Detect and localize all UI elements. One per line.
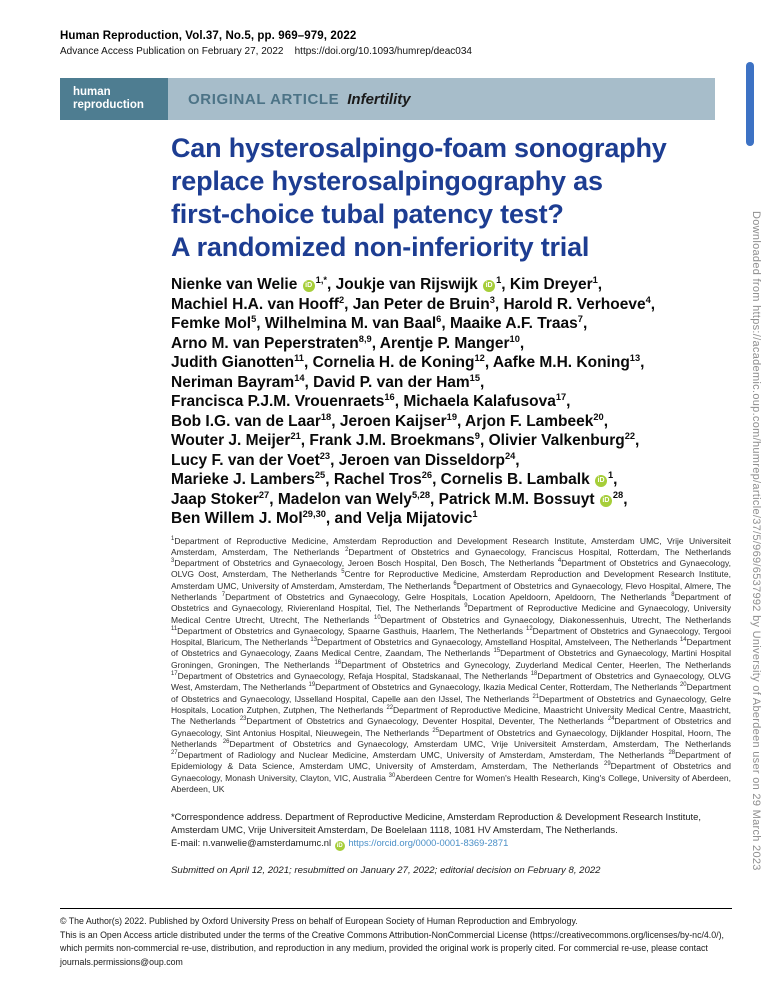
article-banner <box>60 78 715 120</box>
author-line: Neriman Bayram$^{14}$, David P. van der Ham$^{15}$, <box>171 372 485 391</box>
author-line: Francisca P.J.M. Vrouenraets$^{16}$, Michaela Kalafusova$^{17}$, <box>171 391 571 410</box>
doi-link[interactable]: https://doi.org/10.1093/humrep/deac034 <box>294 46 472 57</box>
orcid-profile-link[interactable]: https://orcid.org/0000-0001-8369-2871 <box>348 837 509 849</box>
author-line: Arno M. van Peperstraten$^{8,9}$, Arentje P. Manger$^{10}$, <box>171 333 525 352</box>
author-line: Lucy F. van der Voet$^{23}$, Jeroen van Disseldorp$^{24}$, <box>171 450 520 469</box>
title-line: first-choice tubal patency test? <box>171 199 564 229</box>
affiliations: $^1$Department of Reproductive Medicine, Amsterdam Reproduction and Development Research Institute, Amsterdam UMC, Vrije Universiteit Amsterdam, Amsterdam, The Netherlands $^2$Department of Obstetrics and Gynaecology, Franciscus Hospital, Rotterdam, The Netherlands $^3$Department of Obstetrics and Gynaecology, Jeroen Bosch Hospital, Den Bosch, The Netherlands $^4$Department of Obstetrics and Gynaecology, OLVG Oost, Amsterdam, The Netherlands $^5$Centre for Reproductive Medicine, Amsterdam Reproduction and Development Research Institute, Amsterdam UMC, University of Amsterdam, Amsterdam, The Netherlands $^6$Department of Obstetrics and Gynaecology, Flevo Hospital, Almere, The Netherlands $^7$Department of Obstetrics and Gynaecology, Gelre Hospitals, Location Apeldoorn, Apeldoorn, The Netherlands $^8$Department of Obstetrics and Gynaecology, Rivierenland Hospital, Tiel, The Netherlands $^9$Department of Reproductive Medicine and Gynaecology, University Medical Centre Utrecht, Utrecht, The Netherlands $^{10}$Department of Obstetrics and Gynaecology, Diakonessenhuis, Utrecht, The Netherlands $^{11}$Department of Obstetrics and Gynaecology, Spaarne Gasthuis, Haarlem, The Netherlands $^{12}$Department of Obstetrics and Gynaecology, Tergooi Hospital, Blaricum, The Netherlands $^{13}$Department of Obstetrics and Gynaecology, Amstelland Hospital, Amstelveen, The Netherlands $^{14}$Department of Obstetrics and Gynaecology, Zaans Medical Centre, Zaandam, The Netherlands $^{15}$Department of Obstetrics and Gynaecology, Martini Hospital Groningen, Groningen, The Netherlands $^{16}$Department of Obstetrics and Gynecology, Zuyderland Medical Center, Heerlen, The Netherlands $^{17}$Department of Obstetrics and Gynaecology, Refaja Hospital, Stadskanaal, The Netherlands $^{18}$Department of Obstetrics and Gynaecology, OLVG West, Amsterdam, The Netherlands $^{19}$Department of Obstetrics and Gynaecology, Ikazia Medical Center, Rotterdam, The Netherlands $^{20}$Department of Obstetrics and Gynaecology, IJsselland Hospital, Capelle aan den IJssel, The Netherlands $^{21}$Department of Obstetrics and Gynaecology, Gelre Hospitals, Location Zutphen, Zutphen, The Netherlands $^{22}$Department of Reproductive Medicine, Maastricht University Medical Centre, Maastricht, The Netherlands $^{23}$Department of Obstetrics and Gynaecology, Deventer Hospital, Deventer, The Netherlands $^{24}$Department of Obstetrics and Gynaecology, Sint Antonius Hospital, Nieuwegein, The Netherlands $^{25}$Department of Obstetrics and Gynaecology, Dijklander Hospital, Hoorn, The Netherlands $^{26}$Department of Obstetrics and Gynaecology, Amsterdam UMC, Vrije Universiteit Amsterdam, Amsterdam, The Netherlands $^{27}$Department of Radiology and Nuclear Medicine, Amsterdam UMC, University of Amsterdam, Amsterdam, The Netherlands $^{28}$Department of Epidemiology & Data Science, Amsterdam UMC, University of Amsterdam, Amsterdam, The Netherlands $^{29}$Department of Obstetrics and Gynaecology, Monash University, Clayton, VIC, Australia $^{30}$Aberdeen Centre for Women's Health Research, King's College, University of Aberdeen, Aberdeen, UK <box>171 535 732 795</box>
author-line: Ben Willem J. Mol$^{29,30}$, and Velja Mijatovic$^1$ <box>171 508 478 527</box>
article-head <box>171 132 731 876</box>
scrollbar-thumb[interactable] <box>746 62 754 146</box>
banner-text <box>168 78 411 120</box>
download-watermark: Downloaded from https://academic.oup.com/humrep/article/37/5/969/6537992 by University of Aberdeen user on 29 March 2023 <box>750 211 762 871</box>
title-line: replace hysterosalpingography as <box>171 166 603 196</box>
article-type-label: ORIGINAL ARTICLE <box>188 90 340 108</box>
journal-logo <box>60 78 168 120</box>
author-line: Marieke J. Lambers$^{25}$, Rachel Tros$^{26}$, Cornelis B. Lambalk $iD^1$, <box>171 469 618 488</box>
author-line: Jaap Stoker$^{27}$, Madelon van Wely$^{5,28}$, Patrick M.M. Bossuyt $iD^{28}$, <box>171 489 628 508</box>
author-line: Machiel H.A. van Hooff$^2$, Jan Peter de Bruin$^3$, Harold R. Verhoeve$^4$, <box>171 294 656 313</box>
submission-history: Submitted on April 12, 2021; resubmitted on January 27, 2022; editorial decision on February 8, 2022 <box>171 865 601 877</box>
correspondence-address: *Correspondence address. Department of Reproductive Medicine, Amsterdam Reproduction & Development Research Institute, Amsterdam UMC, Vrije Universiteit Amsterdam, De Boelelaan 1118, 1081 HV Amsterdam, The Netherlands. <box>171 811 701 836</box>
logo-line-1: human <box>73 86 111 98</box>
orcid-icon[interactable]: iD <box>336 843 343 850</box>
author-line: Nienke van Welie $iD^{1,*}$, Joukje van Rijswijk $iD^1$, Kim Dreyer$^1$, <box>171 274 603 293</box>
orcid-icon[interactable]: iD <box>600 495 612 507</box>
author-line: Bob I.G. van de Laar$^{18}$, Jeroen Kaijser$^{19}$, Arjon F. Lambeek$^{20}$, <box>171 411 609 430</box>
footer <box>60 908 732 969</box>
advance-access-text: Advance Access Publication on February 27, 2022 <box>60 46 284 57</box>
author-line: Judith Gianotten$^{11}$, Cornelia H. de Koning$^{12}$, Aafke M.H. Koning$^{13}$, <box>171 352 645 371</box>
article-topic-label: Infertility <box>347 90 411 108</box>
orcid-icon[interactable]: iD <box>595 475 607 487</box>
title-line: A randomized non-inferiority trial <box>171 232 590 262</box>
logo-line-2: reproduction <box>73 99 144 111</box>
title-line: Can hysterosalpingo-foam sonography <box>171 133 667 163</box>
publication-info <box>60 46 730 57</box>
footer-divider <box>60 908 732 909</box>
journal-citation: Human Reproduction, Vol.37, No.5, pp. 969–979, 2022 <box>60 30 357 42</box>
article-title <box>171 132 731 264</box>
author-line: Femke Mol$^5$, Wilhelmina M. van Baal$^6$, Maaike A.F. Traas$^7$, <box>171 313 588 332</box>
orcid-icon[interactable]: iD <box>483 280 495 292</box>
author-line: Wouter J. Meijer$^{21}$, Frank J.M. Broekmans$^9$, Olivier Valkenburg$^{22}$, <box>171 430 640 449</box>
copyright-line: © The Author(s) 2022. Published by Oxford University Press on behalf of European Society of Human Reproduction and Embryology. <box>60 916 578 926</box>
license-text: This is an Open Access article distributed under the terms of the Creative Commons Attribution-NonCommercial License (https://creativecommons.org/licenses/by-nc/4.0/), which permits non-commercial re-use, distribution, and reproduction in any medium, provided the original work is properly cited. For commercial re-use, please contact journals.permissions@oup.com <box>60 929 724 967</box>
orcid-icon[interactable]: iD <box>303 280 315 292</box>
journal-header <box>60 30 730 57</box>
email-text: E-mail: n.vanwelie@amsterdamumc.nl <box>171 837 334 849</box>
correspondence-email-line <box>171 836 731 851</box>
author-list <box>171 275 731 529</box>
